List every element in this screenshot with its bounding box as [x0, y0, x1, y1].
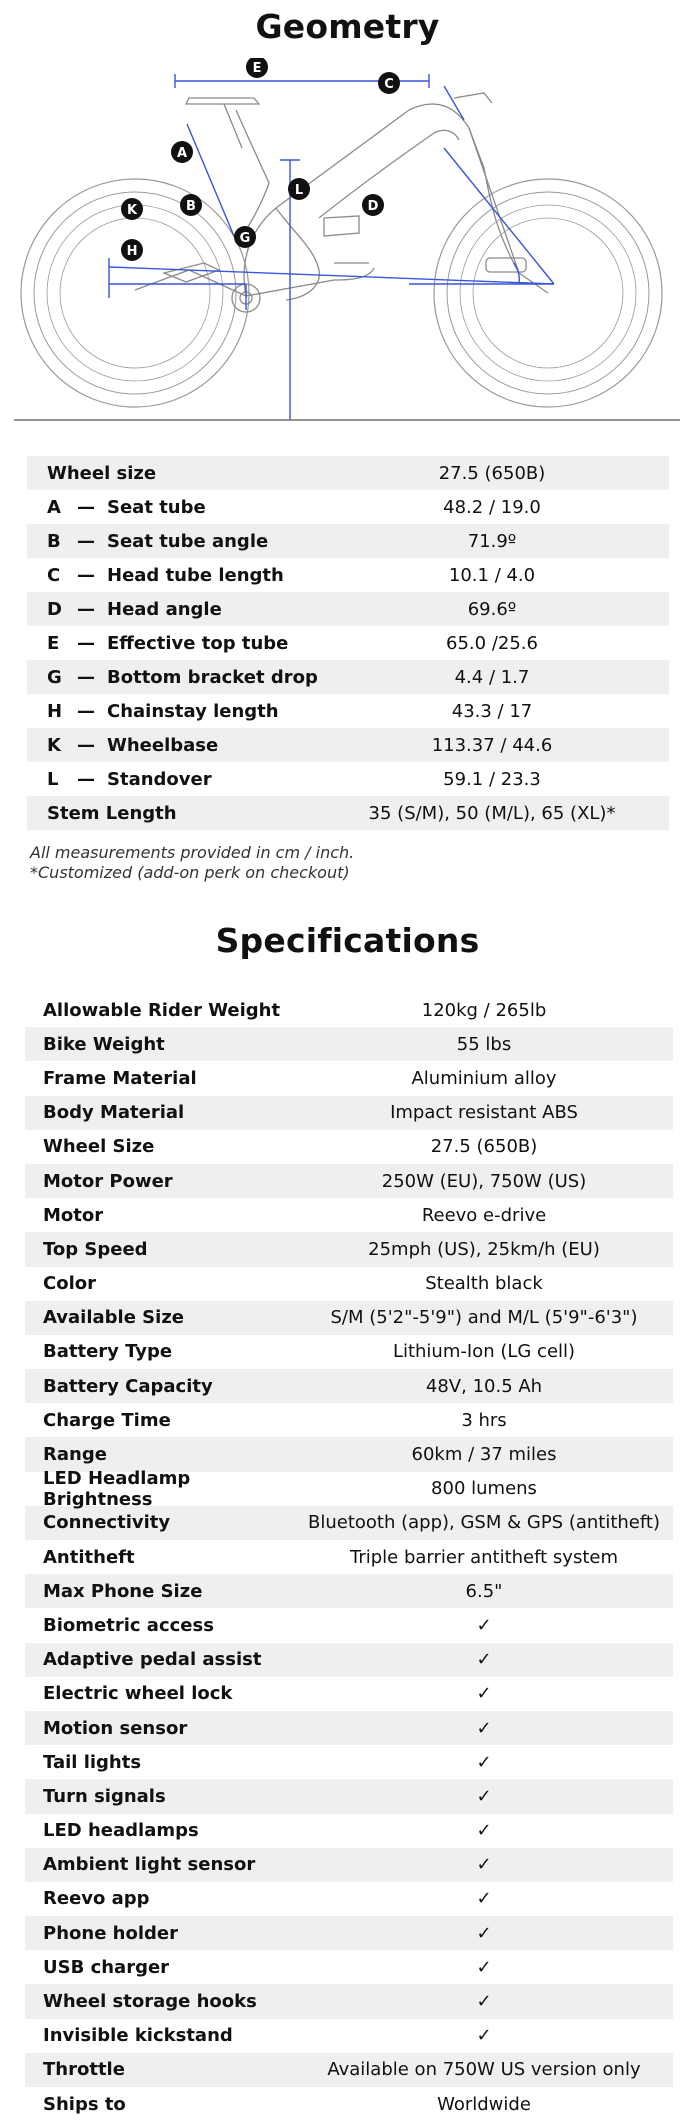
spec-row-value: 48V, 10.5 Ah: [425, 1375, 543, 1397]
spec-row: [25, 1779, 673, 1813]
geometry-row-dash: —: [77, 530, 95, 552]
geometry-row-label: [27, 463, 319, 484]
geometry-row-name: Stem Length: [47, 802, 177, 824]
geometry-row-name: Standover: [107, 768, 212, 790]
geometry-row-value: 27.5 (650B): [438, 462, 546, 484]
geometry-row-name: Chainstay length: [107, 700, 279, 722]
geometry-row-name: Head tube length: [107, 564, 284, 586]
measurement-notes: [30, 843, 354, 883]
svg-text:K: K: [126, 203, 138, 218]
spec-row-label: Body Material: [43, 1102, 185, 1124]
spec-row: [25, 1130, 673, 1164]
spec-row-label: Motor: [43, 1204, 104, 1226]
spec-row-label: LED headlamps: [43, 1820, 199, 1842]
geometry-row-dash: —: [77, 598, 95, 620]
spec-row-label: Tail lights: [43, 1751, 142, 1773]
spec-row-value: Stealth black: [425, 1273, 543, 1295]
geometry-row-dash: —: [77, 700, 95, 722]
geometry-row: [27, 456, 669, 490]
geometry-row-label: [27, 565, 319, 586]
spec-row-value: Bluetooth (app), GSM & GPS (antitheft): [308, 1512, 660, 1534]
svg-text:L: L: [294, 183, 304, 198]
spec-row-label: Electric wheel lock: [43, 1683, 233, 1705]
geometry-row-value: 35 (S/M), 50 (M/L), 65 (XL)*: [368, 802, 616, 824]
marker-k: [121, 198, 143, 220]
spec-row: [25, 1643, 673, 1677]
spec-row-value: Worldwide: [437, 2093, 531, 2115]
measurement-lines: [109, 74, 554, 420]
marker-e: [246, 58, 268, 78]
spec-row-value: ✓: [476, 1820, 492, 1842]
spec-row-label: Charge Time: [43, 1409, 171, 1431]
spec-row-label: Range: [43, 1444, 107, 1466]
spec-row-value: Aluminium alloy: [411, 1067, 557, 1089]
spec-row-label: Top Speed: [43, 1238, 148, 1260]
geometry-row: [27, 558, 669, 592]
spec-row-value: S/M (5'2"-5'9") and M/L (5'9"-6'3"): [330, 1307, 638, 1329]
geometry-row-name: Seat tube: [107, 496, 206, 518]
spec-row-value: ✓: [476, 1649, 492, 1671]
spec-row-label: Reevo app: [43, 1888, 150, 1910]
marker-l: [288, 178, 310, 200]
spec-row: [25, 1814, 673, 1848]
spec-row-value: ✓: [476, 1854, 492, 1876]
geometry-title: Geometry: [255, 7, 440, 46]
spec-row: [25, 1882, 673, 1916]
spec-row: [25, 1950, 673, 1984]
geometry-row-value: 69.6º: [467, 598, 517, 620]
geometry-row: [27, 728, 669, 762]
geometry-row-value: 43.3 / 17: [451, 700, 533, 722]
spec-row: [25, 1711, 673, 1745]
spec-row-value: 25mph (US), 25km/h (EU): [368, 1238, 600, 1260]
geometry-row-letter: H: [47, 700, 63, 722]
geometry-row-label: [27, 599, 319, 620]
geometry-row-value: 48.2 / 19.0: [443, 496, 541, 518]
marker-h: [121, 239, 143, 261]
spec-row-value: 3 hrs: [461, 1409, 507, 1431]
geometry-table: [27, 456, 669, 830]
note-units: All measurements provided in cm / inch.: [30, 843, 355, 862]
geometry-row-name: Bottom bracket drop: [107, 666, 318, 688]
spec-row-value: 120kg / 265lb: [421, 999, 547, 1021]
marker-a: [171, 141, 193, 163]
spec-row: [25, 2087, 673, 2121]
spec-row-label: Battery Capacity: [43, 1375, 213, 1397]
spec-row-label: Wheel Size: [43, 1136, 155, 1158]
spec-row-label: Invisible kickstand: [43, 2025, 233, 2047]
spec-row-value: ✓: [476, 1888, 492, 1910]
spec-row: [25, 1301, 673, 1335]
spec-row-label: Ambient light sensor: [43, 1854, 256, 1876]
geometry-row-label: [27, 803, 319, 824]
spec-row-value: ✓: [476, 1751, 492, 1773]
geometry-row-letter: L: [47, 768, 59, 790]
spec-row: [25, 1984, 673, 2018]
specifications-title: Specifications: [215, 921, 480, 960]
spec-row-label: Frame Material: [43, 1067, 197, 1089]
geometry-row-label: [27, 735, 319, 756]
spec-row-label: USB charger: [43, 1956, 170, 1978]
geometry-row-value: 71.9º: [467, 530, 517, 552]
geometry-row-label: [27, 633, 319, 654]
marker-c: [378, 72, 400, 94]
geometry-row-name: Effective top tube: [107, 632, 289, 654]
spec-row-value: ✓: [476, 1683, 492, 1705]
spec-row: [25, 1916, 673, 1950]
svg-text:H: H: [126, 244, 138, 259]
spec-row-label: Throttle: [43, 2059, 125, 2081]
spec-row: [25, 1335, 673, 1369]
line-c: [444, 86, 464, 120]
geometry-row-label: [27, 701, 319, 722]
spec-row-value: 250W (EU), 750W (US): [381, 1170, 587, 1192]
spec-row: [25, 1164, 673, 1198]
spec-row-label: Antitheft: [43, 1546, 135, 1568]
geometry-row: [27, 796, 669, 830]
geometry-row-letter: G: [47, 666, 62, 688]
spec-row-label: Motion sensor: [43, 1717, 188, 1739]
geometry-row-dash: —: [77, 632, 95, 654]
spec-row: [25, 2053, 673, 2087]
spec-row: [25, 1467, 673, 1510]
spec-row-label: Max Phone Size: [43, 1580, 203, 1602]
geometry-row-dash: —: [77, 768, 95, 790]
marker-d: [362, 194, 384, 216]
geometry-row-value: 113.37 / 44.6: [431, 734, 553, 756]
geometry-row: [27, 694, 669, 728]
spec-row-label: Wheel storage hooks: [43, 1991, 257, 2013]
spec-row-value: 27.5 (650B): [430, 1136, 538, 1158]
svg-text:C: C: [384, 77, 394, 92]
spec-row-label: Biometric access: [43, 1614, 214, 1636]
geometry-row-name: Wheel size: [47, 462, 157, 484]
geometry-row-name: Seat tube angle: [107, 530, 269, 552]
spec-row: [25, 1198, 673, 1232]
specifications-table: [25, 993, 673, 2121]
marker-g: [234, 226, 256, 248]
spec-row: [25, 1848, 673, 1882]
spec-row-label: Color: [43, 1273, 96, 1295]
spec-row-value: Lithium-Ion (LG cell): [392, 1341, 576, 1363]
geometry-row: [27, 592, 669, 626]
svg-text:D: D: [367, 199, 379, 214]
geometry-row-label: [27, 769, 319, 790]
spec-row-value: ✓: [476, 1785, 492, 1807]
spec-row-value: 800 lumens: [431, 1478, 537, 1500]
line-a: [187, 124, 234, 236]
geometry-row-letter: C: [47, 564, 61, 586]
spec-row: [25, 1027, 673, 1061]
spec-row-label: Motor Power: [43, 1170, 173, 1192]
spec-row: [25, 2019, 673, 2053]
note-customized: *Customized (add-on perk on checkout): [30, 863, 350, 882]
spec-row-value: ✓: [476, 1956, 492, 1978]
spec-row: [25, 1096, 673, 1130]
spec-row-value: ✓: [476, 1614, 492, 1636]
spec-row-value: ✓: [476, 1922, 492, 1944]
geometry-row-letter: B: [47, 530, 61, 552]
geometry-row-letter: E: [47, 632, 60, 654]
spec-row-label: Available Size: [43, 1307, 185, 1329]
spec-row: [25, 1677, 673, 1711]
geometry-row: [27, 762, 669, 796]
spec-row: [25, 1369, 673, 1403]
spec-row-value: ✓: [476, 1717, 492, 1739]
spec-row: [25, 1506, 673, 1540]
geometry-row-label: [27, 497, 319, 518]
svg-text:G: G: [239, 231, 251, 246]
bike-geometry-diagram: [14, 58, 680, 430]
svg-text:E: E: [252, 61, 262, 76]
svg-text:A: A: [176, 146, 188, 161]
spec-row-value: ✓: [476, 2025, 492, 2047]
geometry-row-letter: K: [47, 734, 61, 756]
geometry-row-name: Wheelbase: [107, 734, 219, 756]
spec-row: [25, 1540, 673, 1574]
spec-row: [25, 1745, 673, 1779]
geometry-row-value: 65.0 /25.6: [446, 632, 538, 654]
spec-row-label: Battery Type: [43, 1341, 173, 1363]
spec-row-value: 55 lbs: [456, 1033, 512, 1055]
spec-row-label: Adaptive pedal assist: [43, 1649, 262, 1671]
geometry-row-value: 10.1 / 4.0: [448, 564, 536, 586]
spec-row-label: Phone holder: [43, 1922, 178, 1944]
spec-row: [25, 1403, 673, 1437]
geometry-row: [27, 660, 669, 694]
geometry-row-dash: —: [77, 666, 95, 688]
spec-row-value: Available on 750W US version only: [327, 2059, 641, 2081]
spec-row-label: Ships to: [43, 2093, 126, 2115]
geometry-row-value: 59.1 / 23.3: [443, 768, 541, 790]
spec-row-label: LED Headlamp Brightness: [43, 1467, 191, 1510]
geometry-row-letter: A: [47, 496, 61, 518]
spec-row-label: Bike Weight: [43, 1033, 165, 1055]
geometry-row: [27, 626, 669, 660]
spec-row: [25, 1061, 673, 1095]
spec-row-value: Reevo e-drive: [421, 1204, 547, 1226]
marker-b: [180, 194, 202, 216]
geometry-row-value: 4.4 / 1.7: [454, 666, 530, 688]
geometry-row-label: [27, 531, 319, 552]
spec-row: [25, 1608, 673, 1642]
geometry-row-dash: —: [77, 734, 95, 756]
spec-row: [25, 1574, 673, 1608]
spec-row: [25, 1232, 673, 1266]
geometry-row-letter: D: [47, 598, 62, 620]
spec-row: [25, 1437, 673, 1471]
geometry-row-name: Head angle: [107, 598, 222, 620]
svg-text:B: B: [186, 199, 196, 214]
spec-row-value: Triple barrier antitheft system: [349, 1546, 619, 1568]
spec-row-value: Impact resistant ABS: [390, 1102, 578, 1124]
geometry-row: [27, 524, 669, 558]
geometry-row-label: [27, 667, 319, 688]
spec-row-value: ✓: [476, 1991, 492, 2013]
spec-row-value: 6.5": [465, 1580, 503, 1602]
spec-row-label: Allowable Rider Weight: [43, 999, 281, 1021]
spec-row-value: 60km / 37 miles: [411, 1444, 557, 1466]
spec-row: [25, 1267, 673, 1301]
geometry-row-dash: —: [77, 564, 95, 586]
spec-row-label: Connectivity: [43, 1512, 171, 1534]
spec-row: [25, 993, 673, 1027]
geometry-row-dash: —: [77, 496, 95, 518]
spec-row-label: Turn signals: [43, 1785, 166, 1807]
line-d: [444, 148, 554, 284]
geometry-row: [27, 490, 669, 524]
